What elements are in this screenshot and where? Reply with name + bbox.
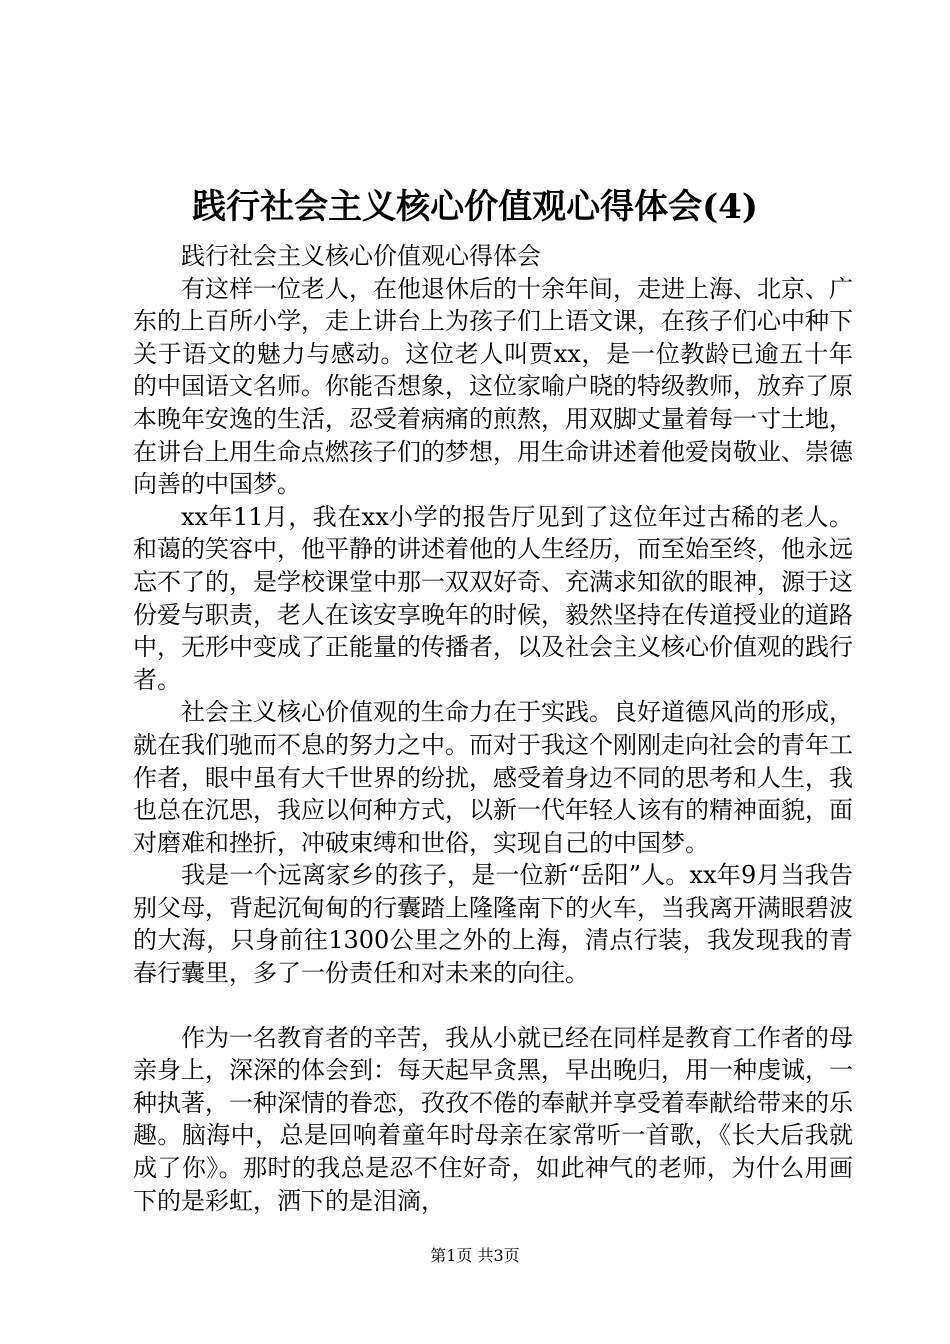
document-title: 践行社会主义核心价值观心得体会(4) (192, 187, 758, 227)
document-body (133, 240, 853, 1217)
page-footer: 第1页 共3页 (430, 1246, 520, 1265)
document-subtitle: 践行社会主义核心价值观心得体会 (181, 242, 541, 270)
paragraph: xx年11月，我在xx小学的报告厅见到了这位年过古稀的老人。和蔼的笑容中，他平静的讲述着他的人生经历，而至始至终，他永远忘不了的，是学校课堂中那一双双好奇、充满求知欲的眼神，源于这份爱与职责，老人在该安享晚年的时候，毅然坚持在传道授业的道路中，无形中变成了正能量的传播者，以及社会主义核心价值观的践行者。 (133, 502, 853, 694)
paragraph: 有这样一位老人，在他退休后的十余年间，走进上海、北京、广东的上百所小学，走上讲台上为孩子们上语文课，在孩子们心中种下关于语文的魅力与感动。这位老人叫贾xx，是一位教龄已逾五十年的中国语文名师。你能否想象，这位家喻户晓的特级教师，放弃了原本晚年安逸的生活，忍受着病痛的煎熬，用双脚丈量着每一寸土地，在讲台上用生命点燃孩子们的梦想，用生命讲述着他爱岗敬业、崇德向善的中国梦。 (133, 274, 853, 499)
paragraph: 我是一个远离家乡的孩子，是一位新“岳阳”人。xx年9月当我告别父母，背起沉甸甸的行囊踏上隆隆南下的火车，当我离开满眼碧波的大海，只身前往1300公里之外的上海，清点行装，我发现我的青春行囊里，多了一份责任和对未来的向往。 (133, 861, 853, 988)
paragraph: 社会主义核心价值观的生命力在于实践。良好道德风尚的形成，就在我们驰而不息的努力之中。而对于我这个刚刚走向社会的青年工作者，眼中虽有大千世界的纷扰，感受着身边不同的思考和人生，我也总在沉思，我应以何种方式，以新一代年轻人该有的精神面貌，面对磨难和挫折，冲破束缚和世俗，实现自己的中国梦。 (133, 698, 853, 857)
paragraph: 作为一名教育者的辛苦，我从小就已经在同样是教育工作者的母亲身上，深深的体会到：每天起早贪黑，早出晚归，用一种虔诚，一种执著，一种深情的眷恋，孜孜不倦的奉献并享受着奉献给带来的乐趣。脑海中，总是回响着童年时母亲在家常听一首歌，《长大后我就成了你》。那时的我总是忍不住好奇，如此神气的老师，为什么用画下的是彩虹，洒下的是泪滴， (133, 1023, 853, 1215)
